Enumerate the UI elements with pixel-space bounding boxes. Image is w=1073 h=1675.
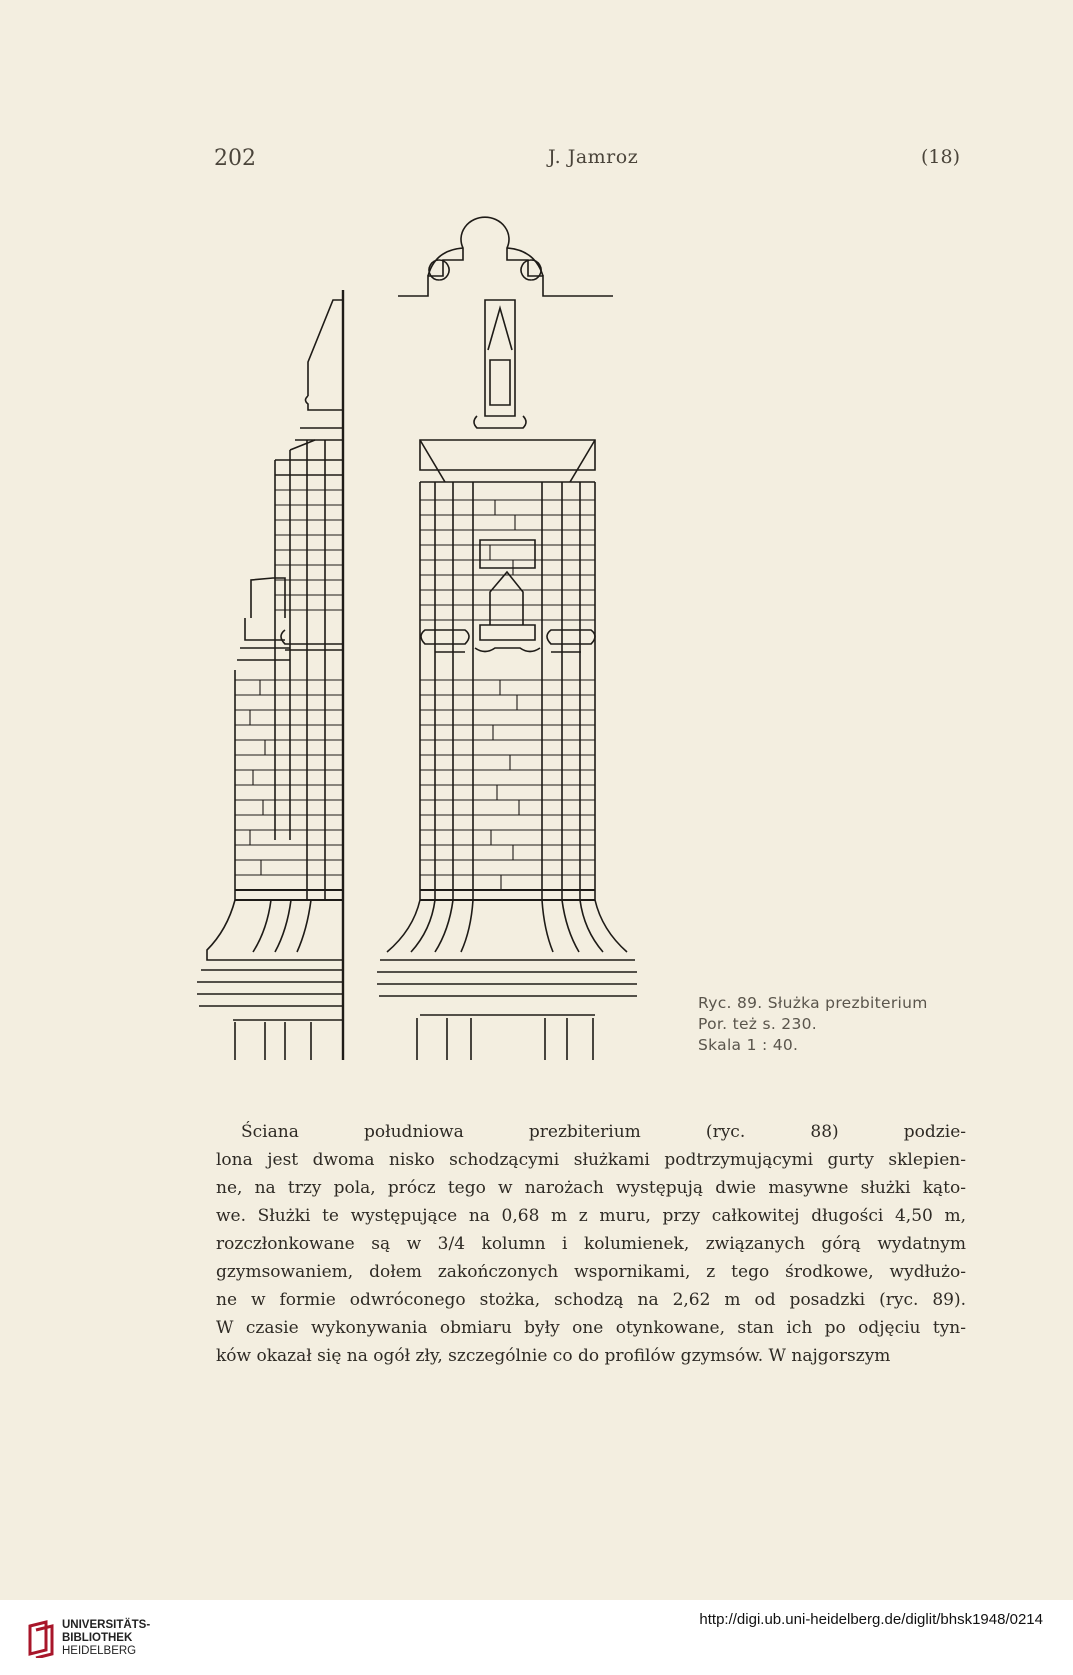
right-shaft-elevation bbox=[377, 300, 637, 1060]
library-name bbox=[62, 1619, 150, 1658]
architectural-drawing bbox=[195, 200, 675, 1060]
caption-reference: Por. też s. 230. bbox=[698, 1015, 817, 1033]
body-line: W czasie wykonywania obmiaru były one otynkowane, stan ich po odjęciu tyn- bbox=[216, 1318, 966, 1338]
caption-title: Ryc. 89. Służka prezbiterium bbox=[698, 994, 928, 1012]
caption-scale: Skala 1 : 40. bbox=[698, 1036, 799, 1054]
cornice-profile bbox=[398, 217, 613, 296]
permalink-url[interactable]: http://digi.ub.uni-heidelberg.de/diglit/bhsk1948/0214 bbox=[699, 1611, 1043, 1628]
body-paragraph bbox=[216, 1118, 966, 1370]
body-line: ków okazał się na ogół zły, szczególnie co do profilów gzymsów. W najgorszym bbox=[216, 1346, 891, 1366]
body-line: ne, na trzy pola, prócz tego w narożach występują dwie masywne służki kąto- bbox=[216, 1178, 966, 1198]
library-line-2: BIBLIOTHEK bbox=[62, 1632, 133, 1644]
body-line: gzymsowaniem, dołem zakończonych wspornikami, z tego środkowe, wydłużo- bbox=[216, 1262, 966, 1282]
body-line: Ściana południowa prezbiterium (ryc. 88) podzie- bbox=[241, 1122, 966, 1142]
library-line-3: HEIDELBERG bbox=[62, 1645, 137, 1657]
left-shaft-section bbox=[197, 290, 343, 1060]
library-line-1: UNIVERSITÄTS- bbox=[62, 1619, 151, 1631]
running-title: J. Jamroz bbox=[548, 146, 639, 168]
body-line: ne w formie odwróconego stożka, schodzą na 2,62 m od posadzki (ryc. 89). bbox=[216, 1290, 966, 1310]
body-line: we. Służki te występujące na 0,68 m z muru, przy całkowitej długości 4,50 m, bbox=[216, 1206, 966, 1226]
body-line: rozczłonkowane są w 3/4 kolumn i kolumienek, związanych górą wydatnym bbox=[216, 1234, 966, 1254]
chapter-number: (18) bbox=[921, 146, 961, 168]
figure-caption bbox=[698, 993, 928, 1056]
page-number: 202 bbox=[214, 146, 256, 171]
library-logo-icon bbox=[26, 1620, 56, 1658]
body-line: lona jest dwoma nisko schodzącymi służkami podtrzymującymi gurty sklepien- bbox=[216, 1150, 966, 1170]
